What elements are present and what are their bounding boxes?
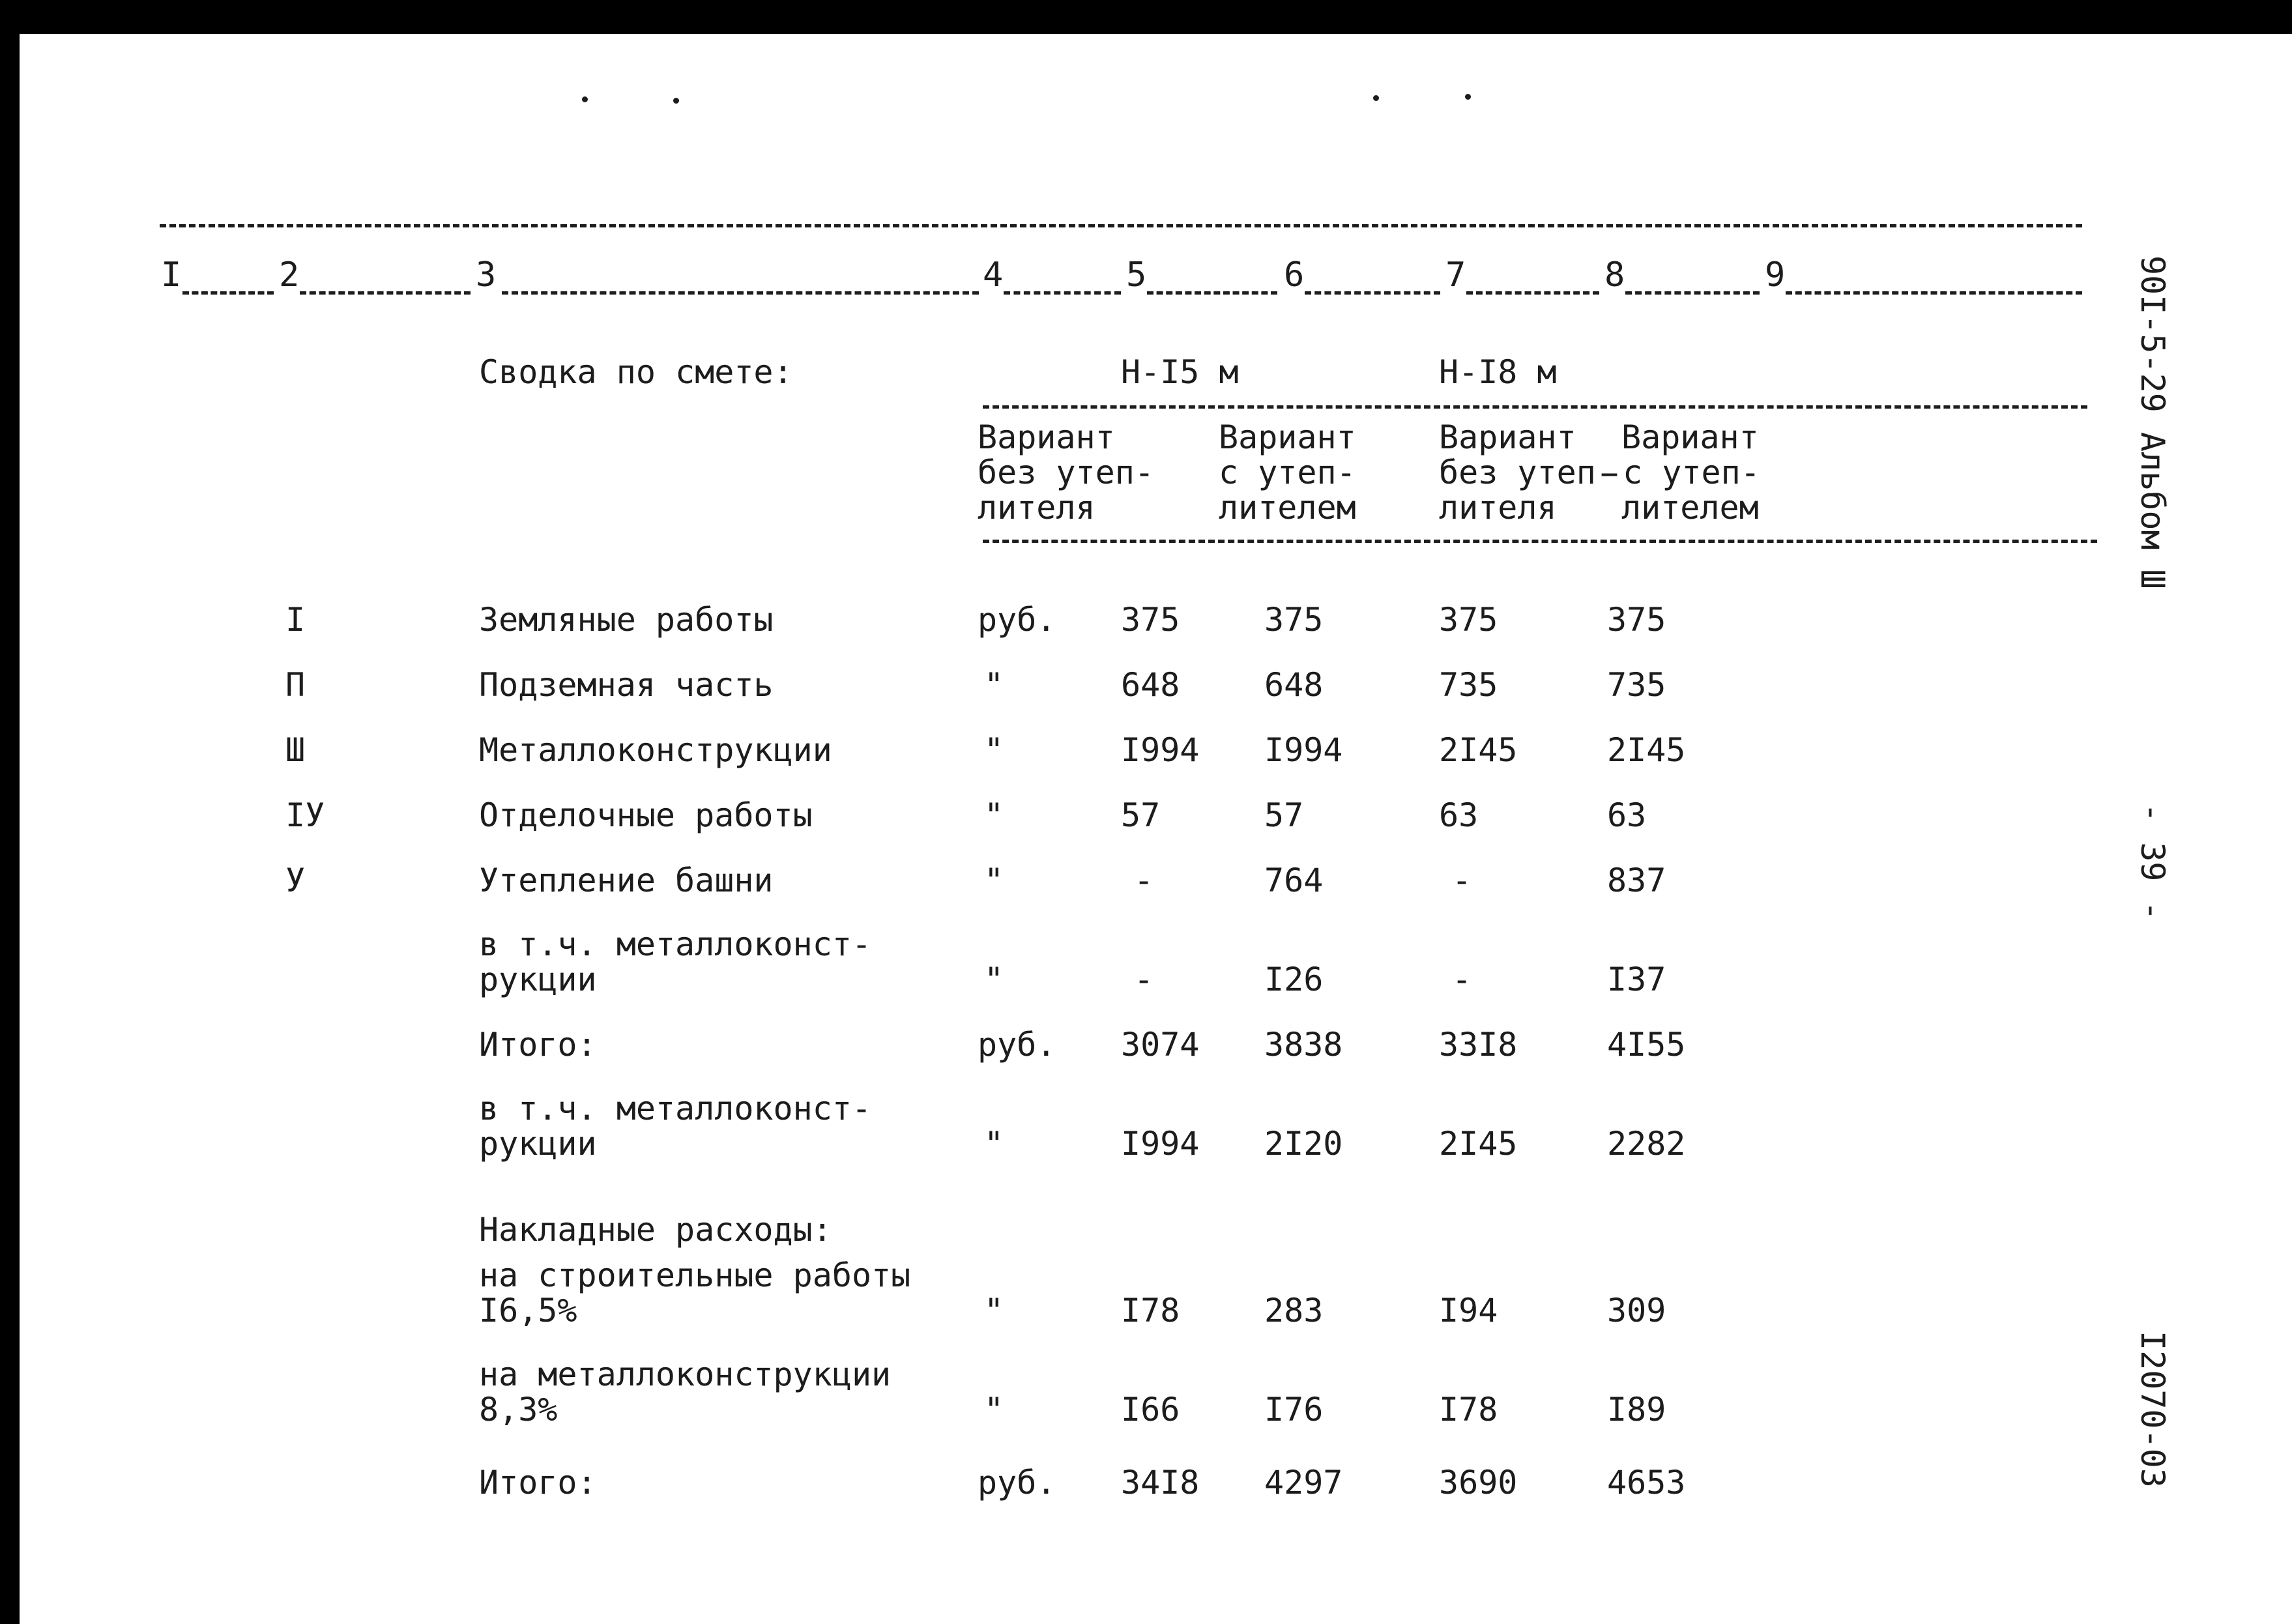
- value-cell: I94: [1439, 1292, 1498, 1329]
- value-cell: 34I8: [1121, 1464, 1200, 1501]
- row-label: Отделочные работы: [479, 796, 813, 834]
- variant-2-line1: Вариант: [1219, 418, 1356, 456]
- row-unit: ": [984, 862, 1004, 899]
- value-cell: 375: [1121, 601, 1180, 639]
- row-label-line1: в т.ч. металлоконст-: [479, 1090, 872, 1127]
- row-label: Земляные работы: [479, 601, 774, 639]
- value-cell: 4I55: [1607, 1026, 1686, 1064]
- num-row-rule: [1305, 291, 1440, 295]
- value-cell: 33I8: [1439, 1026, 1518, 1064]
- value-cell: 2I45: [1607, 731, 1686, 769]
- value-cell: I994: [1121, 731, 1200, 769]
- num-row-rule: [182, 291, 274, 295]
- col-num-2: 2: [279, 255, 300, 295]
- value-cell: 283: [1264, 1292, 1324, 1329]
- value-cell: 309: [1607, 1292, 1666, 1329]
- row-unit: ": [984, 666, 1004, 704]
- row-number: У: [285, 862, 306, 899]
- row-number: I: [285, 601, 306, 639]
- variant-3-line1: Вариант: [1439, 418, 1576, 456]
- col-num-4: 4: [983, 255, 1004, 295]
- col-num-7: 7: [1445, 255, 1466, 295]
- row-unit: ": [984, 731, 1004, 769]
- row-unit: руб.: [978, 1026, 1056, 1064]
- row-unit: ": [984, 1292, 1004, 1329]
- row-label-line2: рукции: [479, 961, 597, 998]
- num-row-rule: [502, 291, 979, 295]
- value-cell: -: [1452, 961, 1472, 998]
- variant-2-line2: с утеп-: [1219, 454, 1356, 491]
- row-unit: ": [984, 1391, 1004, 1428]
- col-num-6: 6: [1284, 255, 1305, 295]
- value-cell: 3690: [1439, 1464, 1518, 1501]
- col-num-8: 8: [1604, 255, 1625, 295]
- value-cell: 735: [1439, 666, 1498, 704]
- row-label-line1: на металлоконструкции: [479, 1356, 892, 1393]
- scan-mark: [673, 98, 679, 104]
- value-cell: 63: [1439, 796, 1479, 834]
- variant-2-line3: лителем: [1219, 489, 1356, 527]
- row-label: Итого:: [479, 1464, 597, 1501]
- value-cell: I26: [1264, 961, 1324, 998]
- document-code: I2070-03: [2134, 1331, 2171, 1488]
- num-row-rule: [1147, 291, 1277, 295]
- value-cell: I66: [1121, 1391, 1180, 1428]
- album-label: 90I-5-29 Альбом Ш: [2134, 255, 2171, 589]
- row-label-line1: на строительные работы: [479, 1256, 911, 1294]
- value-cell: I89: [1607, 1391, 1666, 1428]
- page-number: - 39 -: [2134, 803, 2171, 921]
- variant-3-line2: без утеп-: [1439, 454, 1616, 491]
- height-18-header: Н-I8 м: [1439, 353, 1557, 391]
- row-number: Ш: [285, 731, 306, 769]
- value-cell: I78: [1121, 1292, 1180, 1329]
- scan-mark: [582, 96, 588, 102]
- value-cell: I37: [1607, 961, 1666, 998]
- value-cell: -: [1134, 862, 1154, 899]
- row-unit: руб.: [978, 601, 1056, 639]
- height-15-header: Н-I5 м: [1121, 353, 1239, 391]
- scan-mark: [1373, 95, 1379, 101]
- value-cell: 764: [1264, 862, 1324, 899]
- row-label: Подземная часть: [479, 666, 774, 704]
- value-cell: I994: [1121, 1125, 1200, 1163]
- variant-1-line2: без утеп-: [978, 454, 1154, 491]
- header-rule-bottom: [983, 540, 2097, 543]
- variant-1-line3: лителя: [978, 489, 1095, 527]
- value-cell: I78: [1439, 1391, 1498, 1428]
- value-cell: I994: [1264, 731, 1343, 769]
- scan-mark: [1465, 94, 1471, 100]
- value-cell: 3074: [1121, 1026, 1200, 1064]
- document-page: [20, 34, 2292, 1624]
- row-unit: ": [984, 961, 1004, 998]
- row-label-line2: I6,5%: [479, 1292, 577, 1329]
- value-cell: 375: [1439, 601, 1498, 639]
- value-cell: 2I45: [1439, 1125, 1518, 1163]
- value-cell: 3838: [1264, 1026, 1343, 1064]
- value-cell: 648: [1121, 666, 1180, 704]
- row-label: Утепление башни: [479, 862, 774, 899]
- value-cell: 648: [1264, 666, 1324, 704]
- row-label-line2: 8,3%: [479, 1391, 558, 1428]
- num-row-rule: [300, 291, 471, 295]
- value-cell: I76: [1264, 1391, 1324, 1428]
- row-number: IУ: [285, 796, 325, 834]
- row-number: П: [285, 666, 306, 704]
- value-cell: 57: [1264, 796, 1304, 834]
- value-cell: -: [1452, 862, 1472, 899]
- value-cell: 2282: [1607, 1125, 1686, 1163]
- col-num-5: 5: [1126, 255, 1147, 295]
- value-cell: 4297: [1264, 1464, 1343, 1501]
- value-cell: 375: [1607, 601, 1666, 639]
- summary-title: Сводка по смете:: [479, 353, 793, 391]
- row-label: Металлоконструкции: [479, 731, 832, 769]
- col-num-1: I: [161, 255, 182, 295]
- row-unit: ": [984, 796, 1004, 834]
- top-rule: [160, 224, 2082, 227]
- value-cell: 57: [1121, 796, 1161, 834]
- variant-4-line3: лителем: [1621, 489, 1759, 527]
- col-num-3: 3: [476, 255, 497, 295]
- num-row-rule: [1625, 291, 1760, 295]
- row-unit: руб.: [978, 1464, 1056, 1501]
- value-cell: 2I20: [1264, 1125, 1343, 1163]
- num-row-rule: [1786, 291, 2082, 295]
- row-label-line1: в т.ч. металлоконст-: [479, 925, 872, 963]
- value-cell: -: [1134, 961, 1154, 998]
- row-label: Итого:: [479, 1026, 597, 1064]
- row-unit: ": [984, 1125, 1004, 1163]
- col-num-9: 9: [1765, 255, 1786, 295]
- value-cell: 837: [1607, 862, 1666, 899]
- row-label: Накладные расходы:: [479, 1211, 832, 1249]
- value-cell: 2I45: [1439, 731, 1518, 769]
- value-cell: 63: [1607, 796, 1647, 834]
- variant-1-line1: Вариант: [978, 418, 1115, 456]
- value-cell: 375: [1264, 601, 1324, 639]
- variant-3-line3: лителя: [1439, 489, 1557, 527]
- num-row-rule: [1466, 291, 1599, 295]
- value-cell: 735: [1607, 666, 1666, 704]
- variant-4-line1: Вариант: [1621, 418, 1759, 456]
- row-label-line2: рукции: [479, 1125, 597, 1163]
- value-cell: 4653: [1607, 1464, 1686, 1501]
- num-row-rule: [1004, 291, 1121, 295]
- header-rule-top: [983, 405, 2087, 409]
- variant-4-line2: -с утеп-: [1603, 454, 1760, 491]
